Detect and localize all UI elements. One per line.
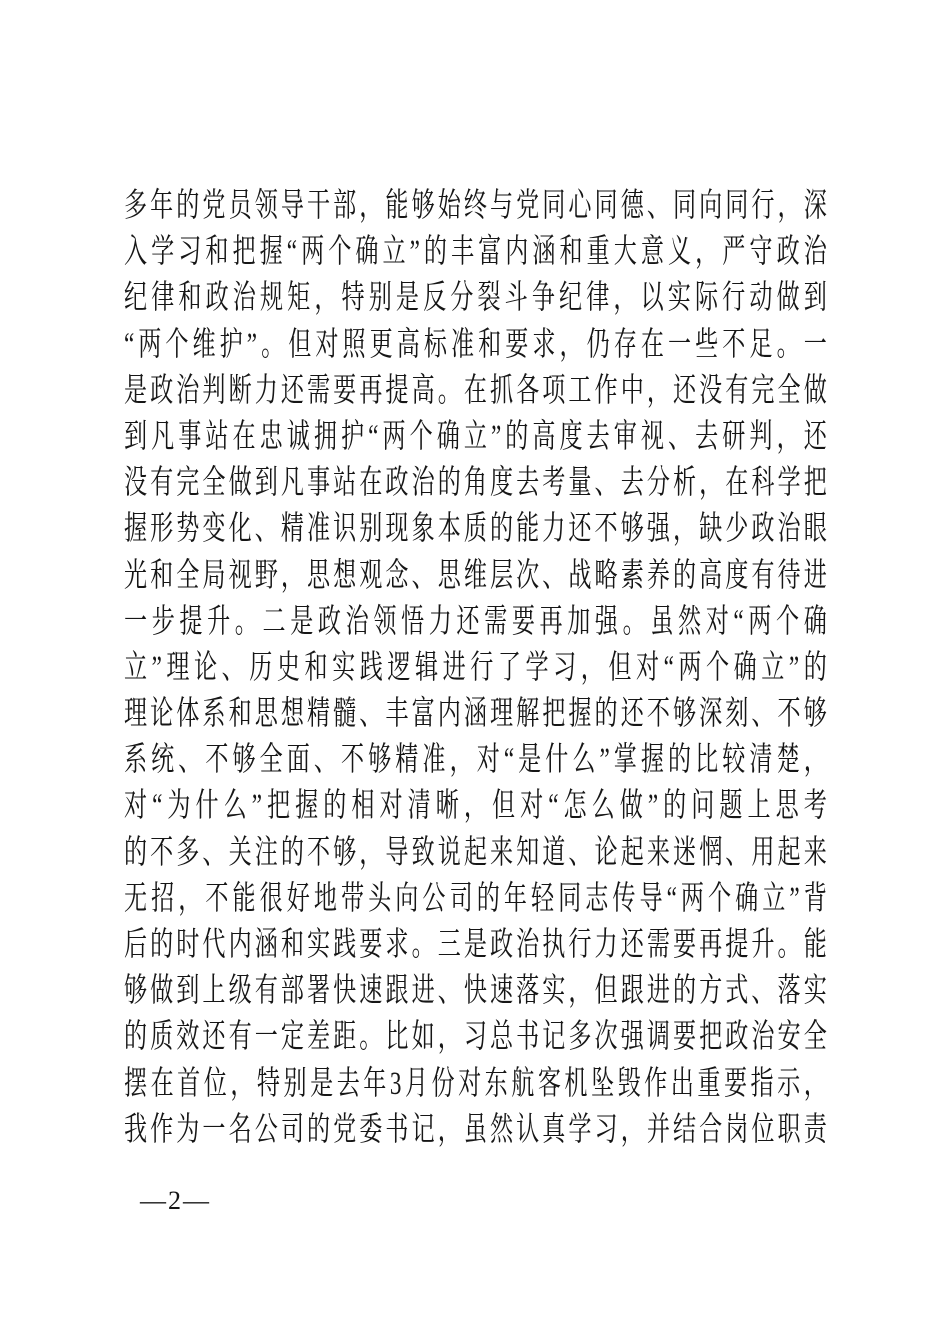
text-line: 入学习和把握“两个确立”的丰富内涵和重大意义，严守政治 [124,234,827,271]
text-line: 对“为什么”把握的相对清晰，但对“怎么做”的问题上思考 [124,788,827,825]
text-line: 一步提升。二是政治领悟力还需要再加强。虽然对“两个确 [124,603,827,640]
text-line: 没有完全做到凡事站在政治的角度去考量、去分析，在科学把 [124,465,827,502]
text-line: 我作为一名公司的党委书记，虽然认真学习，并结合岗位职责 [124,1111,827,1148]
text-line: 到凡事站在忠诚拥护“两个确立”的高度去审视、去研判，还 [124,418,827,455]
text-line: 无招，不能很好地带头向公司的年轻同志传导“两个确立”背 [124,880,827,917]
page-number: —2— [140,1186,211,1215]
text-line: 理论体系和思想精髓、丰富内涵理解把握的还不够深刻、不够 [124,696,827,733]
text-line: 立”理论、历史和实践逻辑进行了学习，但对“两个确立”的 [124,649,827,686]
text-line: “两个维护”。但对照更高标准和要求，仍存在一些不足。一 [124,326,827,363]
text-line: 光和全局视野，思想观念、思维层次、战略素养的高度有待进 [124,557,827,594]
text-line: 是政治判断力还需要再提高。在抓各项工作中，还没有完全做 [124,372,827,409]
text-line: 握形势变化、精准识别现象本质的能力还不够强，缺少政治眼 [124,511,827,548]
text-line: 后的时代内涵和实践要求。三是政治执行力还需要再提升。能 [124,927,827,963]
text-line: 的不多、关注的不够，导致说起来知道、论起来迷惘、用起来 [124,834,827,871]
text-line: 够做到上级有部署快速跟进、快速落实，但跟进的方式、落实 [124,973,827,1010]
document-body [124,183,827,1153]
text-line: 的质效还有一定差距。比如，习总书记多次强调要把政治安全 [124,1019,827,1056]
text-line: 多年的党员领导干部，能够始终与党同心同德、同向同行，深 [124,188,827,224]
text-line: 摆在首位，特别是去年3月份对东航客机坠毁作出重要指示， [124,1065,827,1102]
text-line: 系统、不够全面、不够精准，对“是什么”掌握的比较清楚， [124,742,827,779]
text-line: 纪律和政治规矩，特别是反分裂斗争纪律，以实际行动做到 [124,280,827,317]
